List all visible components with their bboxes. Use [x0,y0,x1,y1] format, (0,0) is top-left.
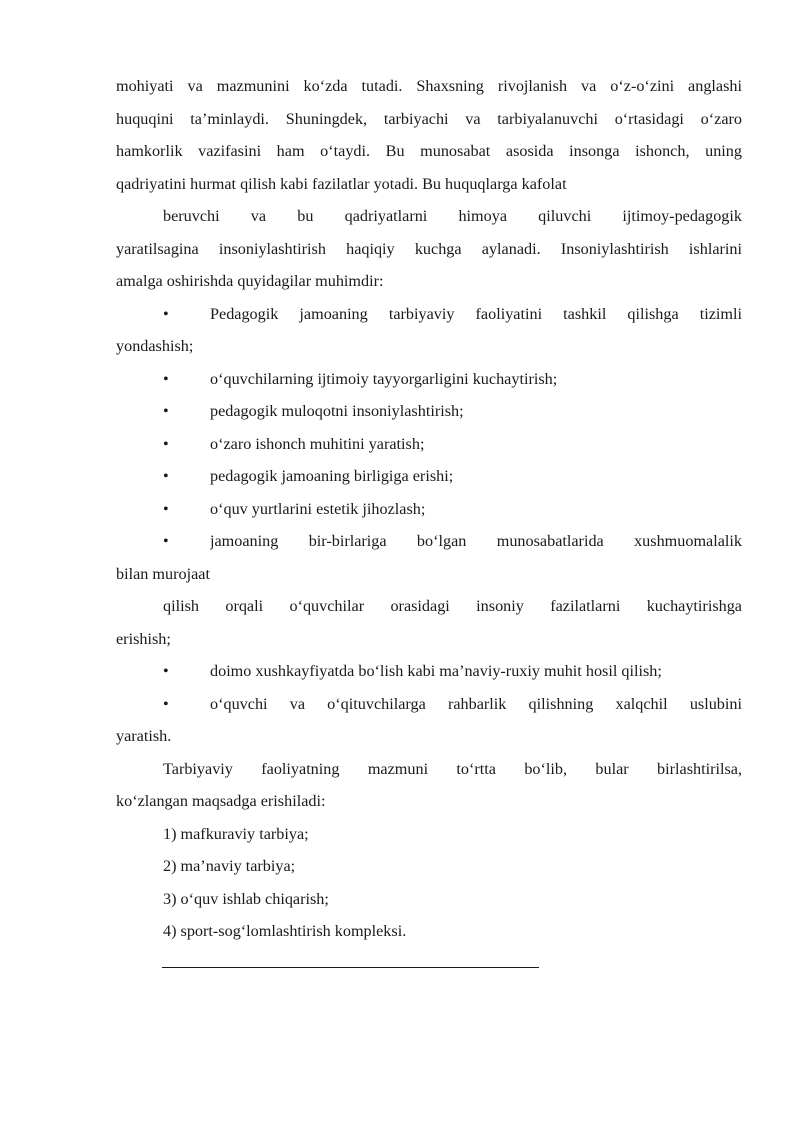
bullet-item-7-text: jamoaning bir-birlariga bo‘lgan munosabatlarida xushmuomalalik [210,532,742,550]
paragraph-1-line-3: hamkorlik vazifasini ham o‘taydi. Bu munosabat asosida insonga ishonch, uning [116,142,742,160]
bullet-item-3-text: pedagogik muloqotni insoniylashtirish; [210,402,464,420]
numbered-item-1: 1) mafkuraviy tarbiya; [163,824,309,843]
bullet-item-9 [116,688,742,721]
numbered-item-2: 2) ma’naviy tarbiya; [163,857,296,875]
bullet-item-5 [116,460,742,493]
bullet-item-1-text: Pedagogik jamoaning tarbiyaviy faoliyatini tashkil qilishga tizimli [210,304,742,323]
numbered-item-4: 4) sport-sog‘lomlashtirish kompleksi. [163,922,407,940]
paragraph-2-line-3: amalga oshirishda quyidagilar muhimdir: [116,272,384,290]
bullet-symbol: • [163,499,169,518]
bullet-symbol: • [163,662,169,680]
document-body [116,70,742,948]
bullet-symbol: • [163,467,169,485]
bullet-item-9-text: o‘quvchi va o‘qituvchilarga rahbarlik qilishning xalqchil uslubini [210,694,742,713]
bullet-item-4 [116,428,742,461]
bullet-item-2-text: o‘quvchilarning ijtimoiy tayyorgarligini kuchaytirish; [210,369,558,388]
bullet-symbol: • [163,402,169,420]
numbered-item-3: 3) o‘quv ishlab chiqarish; [163,889,329,908]
bullet-item-7-continuation: bilan murojaat [116,564,210,583]
footnote-separator-line [162,967,539,968]
bullet-symbol: • [163,369,169,388]
bullet-item-1 [116,298,742,331]
bullet-item-7 [116,525,742,558]
paragraph-3-line-2: ko‘zlangan maqsadga erishiladi: [116,792,326,810]
bullet-symbol: • [163,532,169,550]
bullet-item-6 [116,493,742,526]
paragraph-3-line-1: Tarbiyaviy faoliyatning mazmuni to‘rtta bo‘lib, bular birlashtirilsa, [163,759,742,778]
bullet-item-8 [116,655,742,688]
paragraph-1-line-4: qadriyatini hurmat qilish kabi fazilatlar yotadi. Bu huquqlarga kafolat [116,174,567,193]
bullet-item-5-text: pedagogik jamoaning birligiga erishi; [210,467,454,485]
paragraph-1-line-2: huquqini ta’minlaydi. Shuningdek, tarbiyachi va tarbiyalanuvchi o‘rtasidagi o‘zaro [116,109,742,128]
bullet-item-8-text: doimo xushkayfiyatda bo‘lish kabi ma’naviy-ruxiy muhit hosil qilish; [210,662,662,680]
bullet-item-7-paragraph-line-2: erishish; [116,629,171,648]
paragraph-2-line-2: yaratilsagina insoniylashtirish haqiqiy kuchga aylanadi. Insoniylashtirish ishlarini [116,239,742,258]
bullet-item-3 [116,395,742,428]
bullet-symbol: • [163,304,169,323]
bullet-item-6-text: o‘quv yurtlarini estetik jihozlash; [210,499,426,518]
bullet-item-7-paragraph-line-1: qilish orqali o‘quvchilar orasidagi insoniy fazilatlarni kuchaytirishga [163,597,742,615]
bullet-item-2 [116,363,742,396]
bullet-symbol: • [163,434,169,453]
bullet-item-4-text: o‘zaro ishonch muhitini yaratish; [210,434,425,453]
paragraph-2-line-1: beruvchi va bu qadriyatlarni himoya qiluvchi ijtimoy-pedagogik [163,207,742,225]
bullet-symbol: • [163,694,169,713]
bullet-item-9-continuation: yaratish. [116,727,172,745]
bullet-item-1-continuation: yondashish; [116,337,194,355]
paragraph-1-line-1: mohiyati va mazmunini ko‘zda tutadi. Shaxsning rivojlanish va o‘z-o‘zini anglashi [116,77,742,95]
